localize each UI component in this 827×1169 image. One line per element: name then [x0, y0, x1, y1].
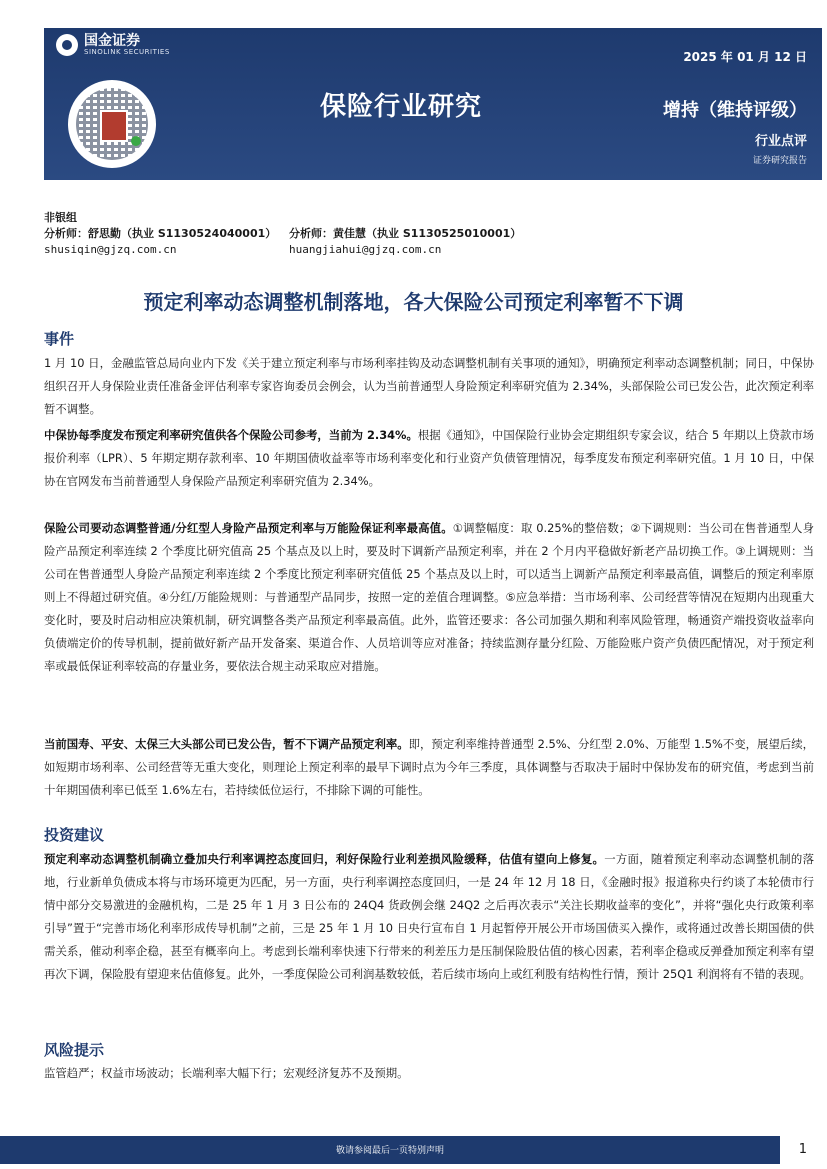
- rating: 增持（维持评级）: [663, 100, 807, 121]
- section-title-advice: 投资建议: [44, 826, 105, 844]
- section-title-risk: 风险提示: [44, 1041, 105, 1059]
- event-paragraph-4-body: 即，预定利率维持普通型 2.5%、分红型 2.0%、万能型 1.5%不变，展望后续，如短期市场利率、公司经营等无重大变化，则理论上预定利率的最早下调时点为今年三季度，具体调整与否取决于届时中保协发布的研究值，考虑到当前十年期国债利率已低至 1.6%左右，若持续低位运行，不排除下调的可能性。: [44, 737, 814, 797]
- event-paragraph-2-body: 根据《通知》，中国保险行业协会定期组织专家会议，结合 5 年期以上贷款市场报价利率（LPR）、5 年期定期存款利率、10 年期国债收益率等市场利率变化和行业资产负债管理情况，每季度发布预定利率研究值。1 月 10 日，中保协在官网发布当前普通型人身保险产品预定利率研究值为 2.34%。: [44, 428, 815, 488]
- company-name-en: SINOLINK SECURITIES: [84, 48, 170, 56]
- event-paragraph-3-lead: 保险公司要动态调整普通/分红型人身险产品预定利率与万能险保证利率最高值。: [44, 521, 453, 535]
- event-paragraph-4: [44, 733, 814, 802]
- event-paragraph-1: 1 月 10 日，金融监管总局向业内下发《关于建立预定利率与市场利率挂钩及动态调整机制有关事项的通知》，明确预定利率动态调整机制；同日，中保协组织召开人身保险业责任准备金评估利率专家咨询委员会例会，认为当前普通型人身险预定利率研究值为 2.34%，头部保险公司已发公告，此次预定利率暂不调整。: [44, 356, 814, 416]
- logo-icon: [56, 34, 78, 56]
- event-paragraph-2: [44, 424, 814, 493]
- disclaimer-note: 敬请参阅最后一页特别声明: [335, 1146, 444, 1156]
- report-type: 行业点评: [754, 134, 807, 149]
- advice-paragraph-body: 一方面，随着预定利率动态调整机制的落地，行业新单负债成本将与市场环境更为匹配，另一方面，央行利率调控态度回归，一是 24 年 12 月 18 日，《金融时报》报道称央行约谈了本轮债市行情中部分交易激进的金融机构，二是 25 年 1 月 3 日公布的 24Q4 货政例会继 24Q2 之后再次表示“关注长期收益率的变化”，并将“强化央行政策利率引导”置于“完善市场化利率形成传导机制”之前，三是 25 年 1 月 10 日央行宣布自 1 月起暂停开展公开市场国债买入操作，或将通过改善长期国债的供需关系，催动利率企稳，甚至有概率向上。考虑到长端利率快速下行带来的利差压力是压制保险股估值的核心因素，若利率企稳或反弹叠加预定利率有望再次下调，保险股有望迎来估值修复。此外，一季度保险公司利润基数较低，若后续市场向上或红利股有结构性行情，预计 25Q1 利润将有不错的表现。: [44, 852, 814, 981]
- analyst-info: [44, 210, 534, 258]
- header-accent-bar: [30, 28, 44, 180]
- analyst-1-email[interactable]: shusiqin@gjzq.com.cn: [44, 243, 177, 256]
- qr-code-icon: [68, 80, 156, 168]
- series-title: 保险行业研究: [320, 92, 483, 122]
- report-headline: 预定利率动态调整机制落地，各大保险公司预定利率暂不下调: [143, 290, 684, 314]
- event-paragraph-3: [44, 517, 814, 678]
- risk-paragraph: 监管趋严；权益市场波动；长端利率大幅下行；宏观经济复苏不及预期。: [44, 1066, 409, 1080]
- advice-paragraph-lead: 预定利率动态调整机制确立叠加央行利率调控态度回归，利好保险行业利差损风险缓释，估值有望向上修复。: [44, 852, 605, 866]
- analyst-2: 分析师：黄佳慧（执业 S1130525010001）: [289, 227, 522, 240]
- page-footer: [0, 1136, 827, 1169]
- page-number: 1: [798, 1142, 807, 1157]
- report-date: 2025 年 01 月 12 日: [683, 50, 807, 64]
- section-title-event: 事件: [44, 330, 75, 348]
- team-name: 非银组: [44, 211, 77, 224]
- event-paragraph-2-lead: 中保协每季度发布预定利率研究值供各个保险公司参考，当前为 2.34%。: [44, 428, 418, 442]
- company-name-cn: 国金证券: [84, 33, 140, 49]
- report-kind: 证券研究报告: [752, 156, 807, 166]
- company-logo: [56, 34, 170, 56]
- event-paragraph-4-lead: 当前国寿、平安、太保三大头部公司已发公告，暂不下调产品预定利率。: [44, 737, 409, 751]
- analyst-2-email[interactable]: huangjiahui@gjzq.com.cn: [289, 243, 442, 256]
- analyst-1: 分析师：舒思勤（执业 S1130524040001）: [44, 227, 277, 240]
- advice-paragraph: [44, 848, 814, 986]
- event-paragraph-3-body: ①调整幅度：取 0.25%的整倍数；②下调规则：当公司在售普通型人身险产品预定利率连续 2 个季度比研究值高 25 个基点及以上时，要及时下调新产品预定利率，并在 2 个月内平稳做好新老产品切换工作。③上调规则：当公司在售普通型人身险产品预定利率连续 2 个季度比预定利率研究值低 25 个基点及以上时，可以适当上调新产品预定利率最高值，调整后的预定利率原则上不得超过研究值。④分红/万能险规则：与普通型产品同步，按照一定的差值合理调整。⑤应急举措：当市场利率、公司经营等情况在短期内出现重大变化时，要及时启动相应决策机制，研究调整各类产品预定利率最高值。此外，监管还要求：各公司加强久期和利率风险管理，畅通资产端投资收益率向负债端定价的传导机制，提前做好新产品开发备案、渠道合作、人员培训等应对准备；持续监测存量分红险、万能险账户资产负债匹配情况，对于预定利率或最低保证利率较高的存量业务，要依法合规主动采取应对措施。: [44, 521, 814, 673]
